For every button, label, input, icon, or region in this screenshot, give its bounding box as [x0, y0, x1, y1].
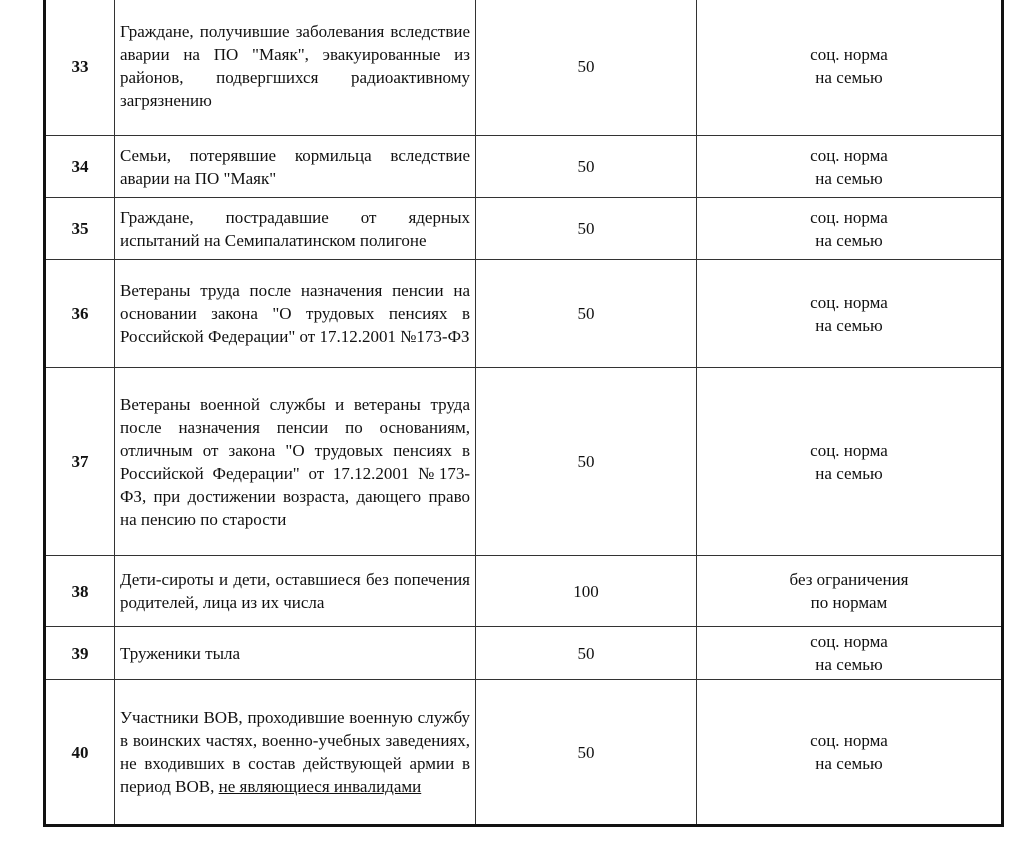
table-row — [45, 556, 1003, 627]
norm-line-1: без ограничения — [789, 570, 909, 589]
category-text: Граждане, пострадавшие от ядерных испытаний на Семипалатинском полигоне — [120, 207, 470, 250]
row-percent: 50 — [476, 368, 697, 556]
row-norm — [697, 627, 1003, 680]
row-norm — [697, 260, 1003, 368]
row-number: 40 — [45, 680, 115, 826]
norm-line-2: на семью — [815, 230, 883, 250]
norm-line-1: соц. норма — [810, 207, 888, 227]
norm-line-2: на семью — [815, 68, 883, 87]
row-norm — [697, 136, 1003, 198]
row-category — [115, 556, 476, 627]
category-text: Труженики тыла — [120, 643, 241, 663]
norm-line-1: соц. норма — [810, 145, 888, 165]
category-note-underlined: не являющиеся инвалидами — [218, 777, 422, 796]
row-percent: 50 — [476, 260, 697, 368]
row-percent: 50 — [476, 0, 697, 136]
row-number: 34 — [45, 136, 115, 198]
row-category — [115, 0, 476, 136]
table-row — [45, 136, 1003, 198]
row-number: 39 — [45, 627, 115, 680]
norm-line-2: на семью — [815, 754, 883, 773]
table-row — [45, 680, 1003, 826]
norm-line-2: по нормам — [810, 593, 888, 612]
row-norm — [697, 556, 1003, 627]
row-number: 36 — [45, 260, 115, 368]
table-row — [45, 368, 1003, 556]
table-row — [45, 627, 1003, 680]
norm-line-1: соц. норма — [810, 440, 888, 460]
category-text: Граждане, получившие заболевания вследствие аварии на ПО "Маяк", эвакуированные из районов, подвергшихся радиоактивному загрязнению — [120, 22, 470, 110]
row-category — [115, 198, 476, 260]
row-category — [115, 368, 476, 556]
row-category — [115, 260, 476, 368]
table-row — [45, 260, 1003, 368]
norm-line-2: на семью — [815, 315, 883, 335]
row-category — [115, 136, 476, 198]
norm-line-2: на семью — [815, 168, 883, 188]
row-number: 37 — [45, 368, 115, 556]
category-text: Семьи, потерявшие кормильца вследствие аварии на ПО "Маяк" — [120, 145, 470, 188]
benefits-table — [43, 0, 1004, 827]
norm-line-1: соц. норма — [810, 731, 888, 750]
row-percent: 50 — [476, 136, 697, 198]
row-norm — [697, 198, 1003, 260]
category-text: Участники ВОВ, проходившие военную службу в воинских частях, военно-учебных заведениях, не входивших в состав действующей армии в период ВОВ, — [120, 708, 470, 796]
table-row — [45, 0, 1003, 136]
table-row — [45, 198, 1003, 260]
row-number: 35 — [45, 198, 115, 260]
category-text: Ветераны труда после назначения пенсии на основании закона "О трудовых пенсиях в Российской Федерации" от 17.12.2001 №173-ФЗ — [120, 281, 470, 346]
row-number: 38 — [45, 556, 115, 627]
row-number: 33 — [45, 0, 115, 136]
row-percent: 50 — [476, 627, 697, 680]
row-percent: 100 — [476, 556, 697, 627]
norm-line-2: на семью — [815, 463, 883, 483]
row-category — [115, 680, 476, 826]
norm-line-1: соц. норма — [810, 292, 888, 312]
row-percent: 50 — [476, 680, 697, 826]
category-text: Ветераны военной службы и ветераны труда после назначения пенсии по основаниям, отличным от закона "О трудовых пенсиях в Российской Федерации" от 17.12.2001 №173-ФЗ, при достижении возраста, дающего право на пенсию по старости — [120, 394, 470, 529]
row-percent: 50 — [476, 198, 697, 260]
row-category — [115, 627, 476, 680]
norm-line-2: на семью — [815, 655, 883, 674]
table-body — [45, 0, 1003, 826]
category-text: Дети-сироты и дети, оставшиеся без попечения родителей, лица из их числа — [120, 570, 470, 612]
row-norm — [697, 368, 1003, 556]
norm-line-1: соц. норма — [810, 45, 888, 64]
row-norm — [697, 0, 1003, 136]
norm-line-1: соц. норма — [810, 632, 888, 651]
row-norm — [697, 680, 1003, 826]
